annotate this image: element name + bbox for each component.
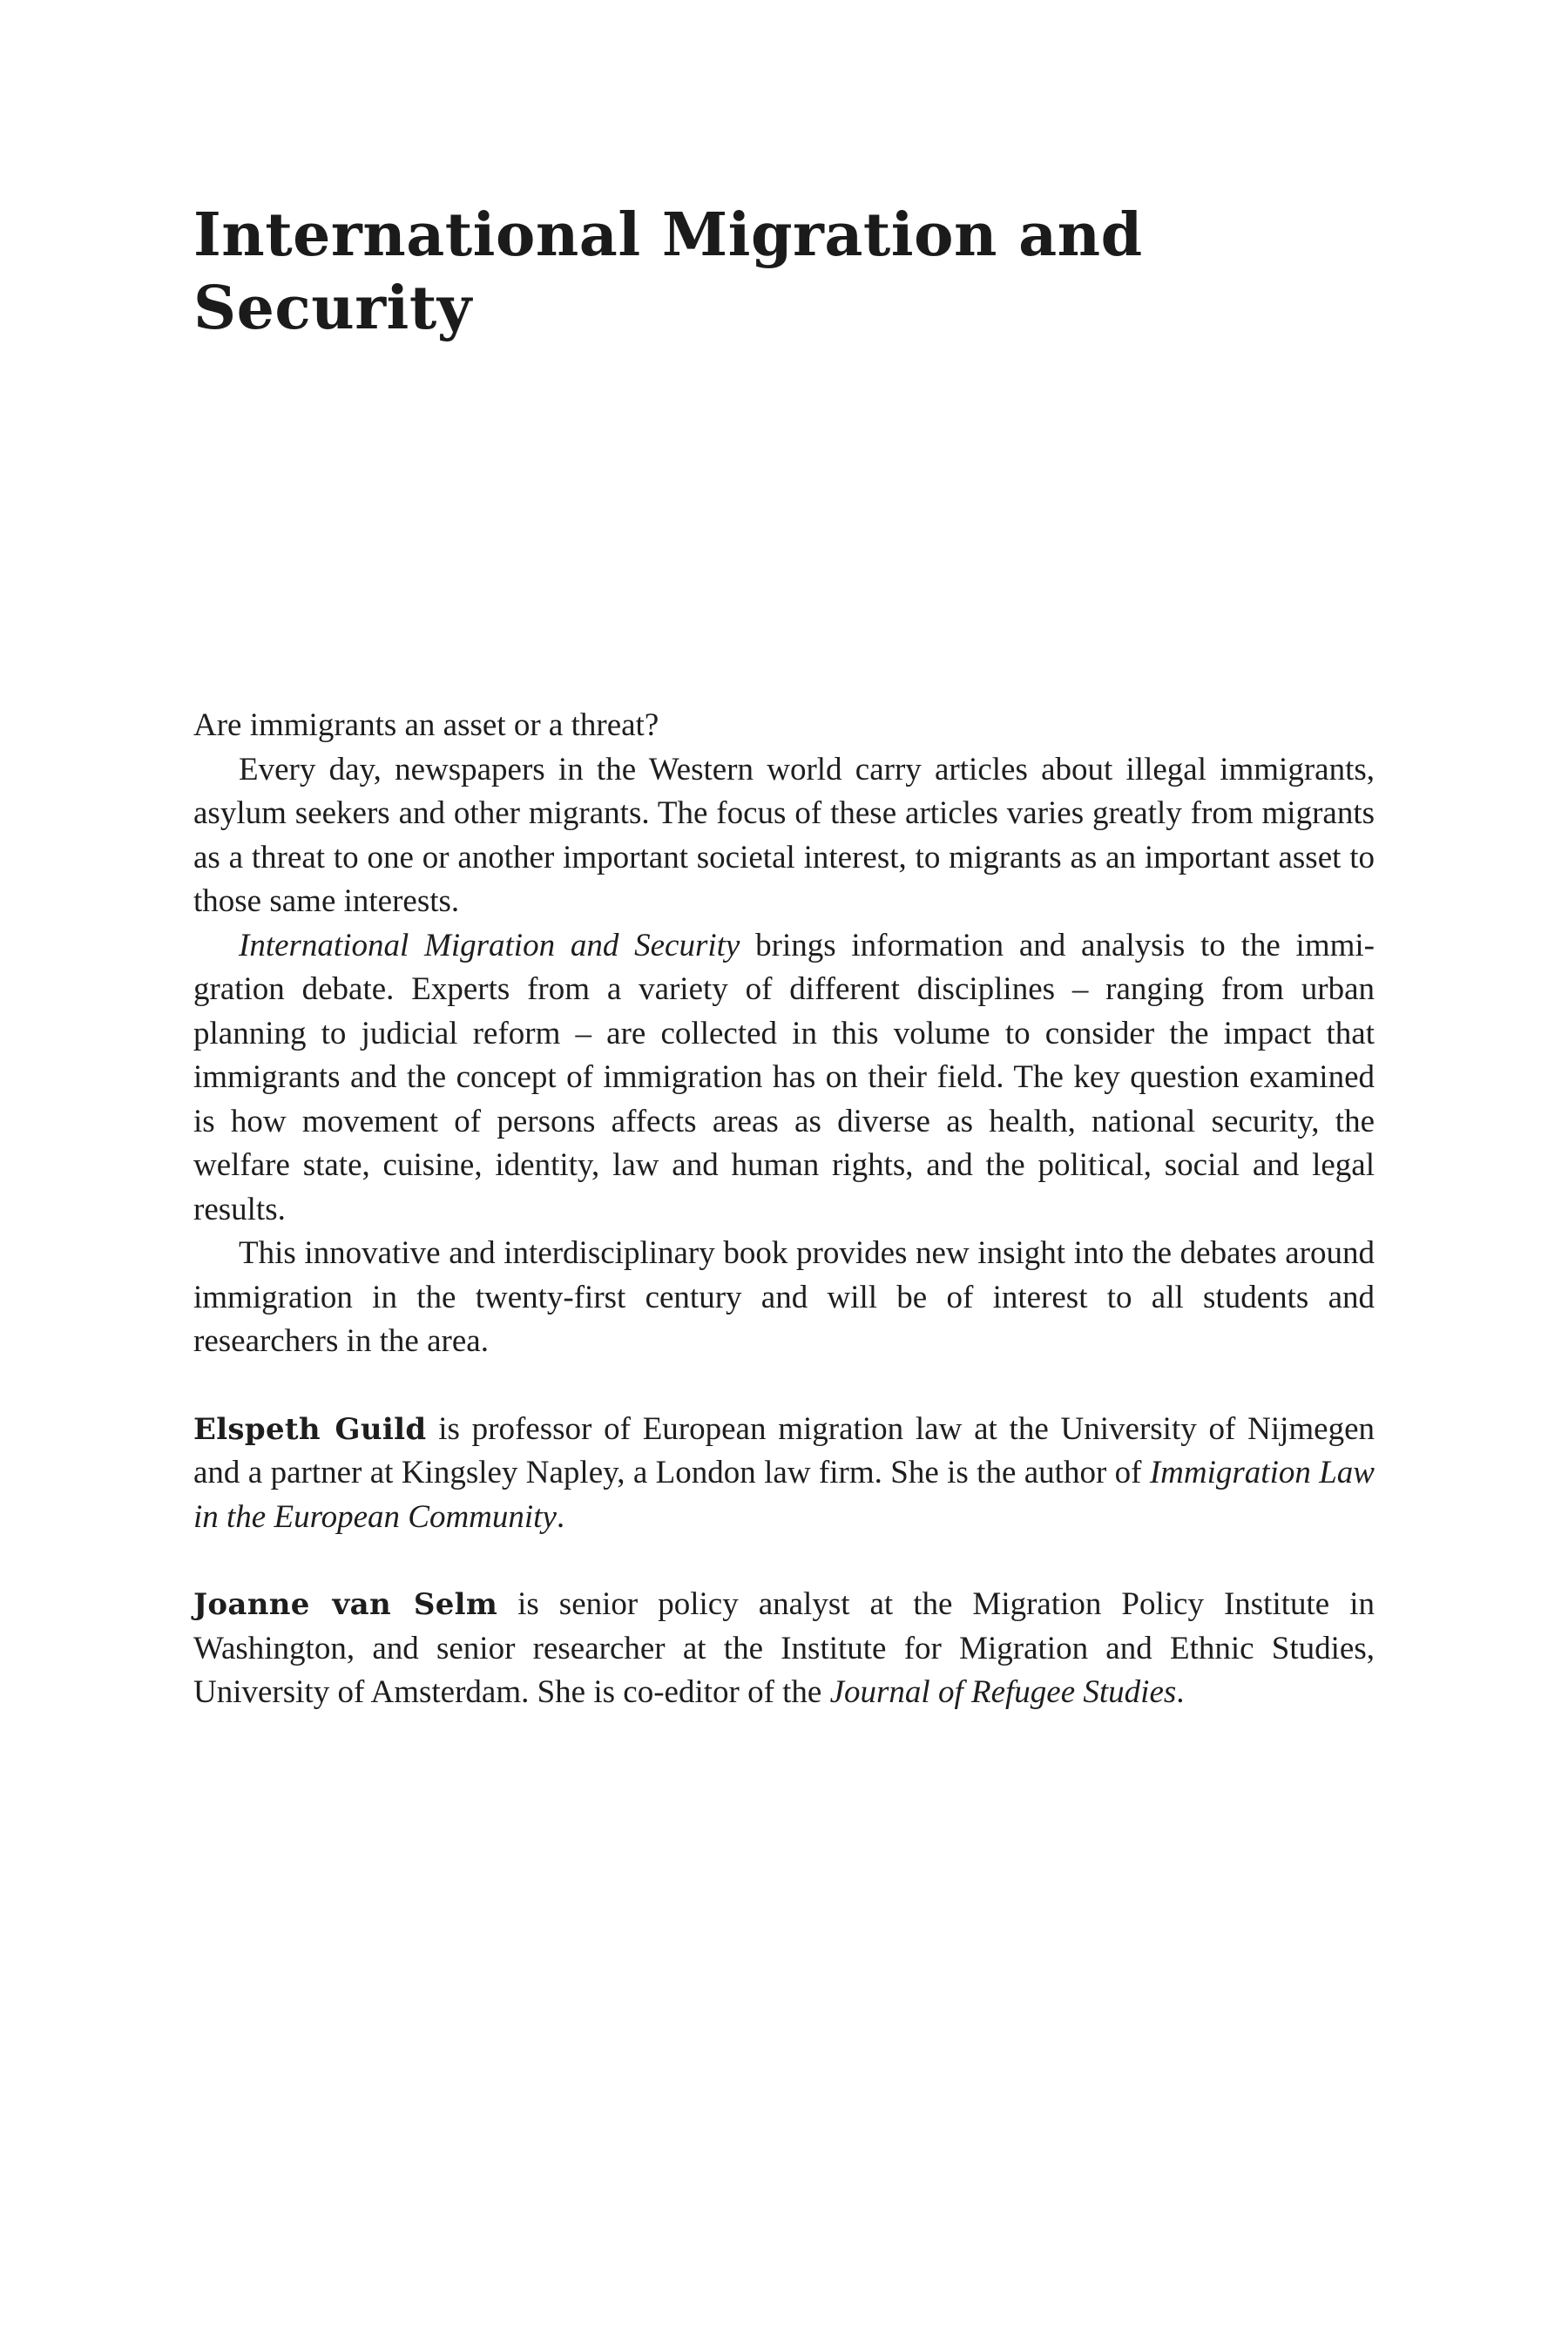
blurb-paragraph-newspapers: Every day, newspapers in the Western world carry articles about illegal immigrants, asylum seekers and other migrants. The focus of these articles varies greatly from migrants as a threat to one or another important societal interest, to migrants as an important asset to those same interests. bbox=[193, 751, 1375, 919]
blurb-book-title-italic: International Migration and Security bbox=[239, 927, 740, 963]
author-bio-van-selm bbox=[193, 1583, 1375, 1715]
section-gap bbox=[193, 1364, 1375, 1408]
author-bio-text: is professor of European migration law at the University of Nijmegen and a partner at Kingsley Napley, a London law firm. She is the author of bbox=[193, 1410, 1375, 1490]
section-gap bbox=[193, 1539, 1375, 1583]
book-title bbox=[193, 199, 1375, 345]
author-work-title: Immigration Law in the European Community bbox=[193, 1455, 1375, 1535]
book-description bbox=[193, 704, 1375, 1715]
book-title-line-1: International Migration and bbox=[193, 200, 1143, 270]
blurb-paragraph-overview bbox=[193, 924, 1375, 1233]
author-bio-text: is senior policy analyst at the Migration Policy Institute in Washington, and senior researcher at the Institute for Migration and Ethnic Studies, University of Amsterdam. She is co-editor of the bbox=[193, 1586, 1375, 1710]
author-bio-end: . bbox=[1176, 1674, 1185, 1710]
author-work-title: Journal of Refugee Studies bbox=[829, 1674, 1177, 1710]
author-name: Joanne van Selm bbox=[193, 1587, 498, 1622]
blurb-question: Are immigrants an asset or a threat? bbox=[193, 707, 659, 743]
book-page bbox=[193, 0, 1375, 2352]
author-bio-guild bbox=[193, 1408, 1375, 1540]
author-bio-end: . bbox=[556, 1498, 565, 1535]
author-name: Elspeth Guild bbox=[193, 1411, 427, 1447]
book-title-line-2: Security bbox=[193, 274, 472, 343]
blurb-overview-text: brings information and analysis to the immigration debate. Experts from a variety of different disciplines – ranging from urban planning to judicial reform – are collected in this volume to consider the impact that immigrants and the concept of immigration has on their field. The key question examined is how movement of persons affects areas as diverse as health, national security, the welfare state, cuisine, identity, law and human rights, and the political, social and legal results. bbox=[193, 927, 1375, 1227]
blurb-paragraph-audience: This innovative and interdisciplinary book provides new insight into the debates around immigration in the twenty-first century and will be of interest to all students and researchers in the area. bbox=[193, 1235, 1375, 1359]
